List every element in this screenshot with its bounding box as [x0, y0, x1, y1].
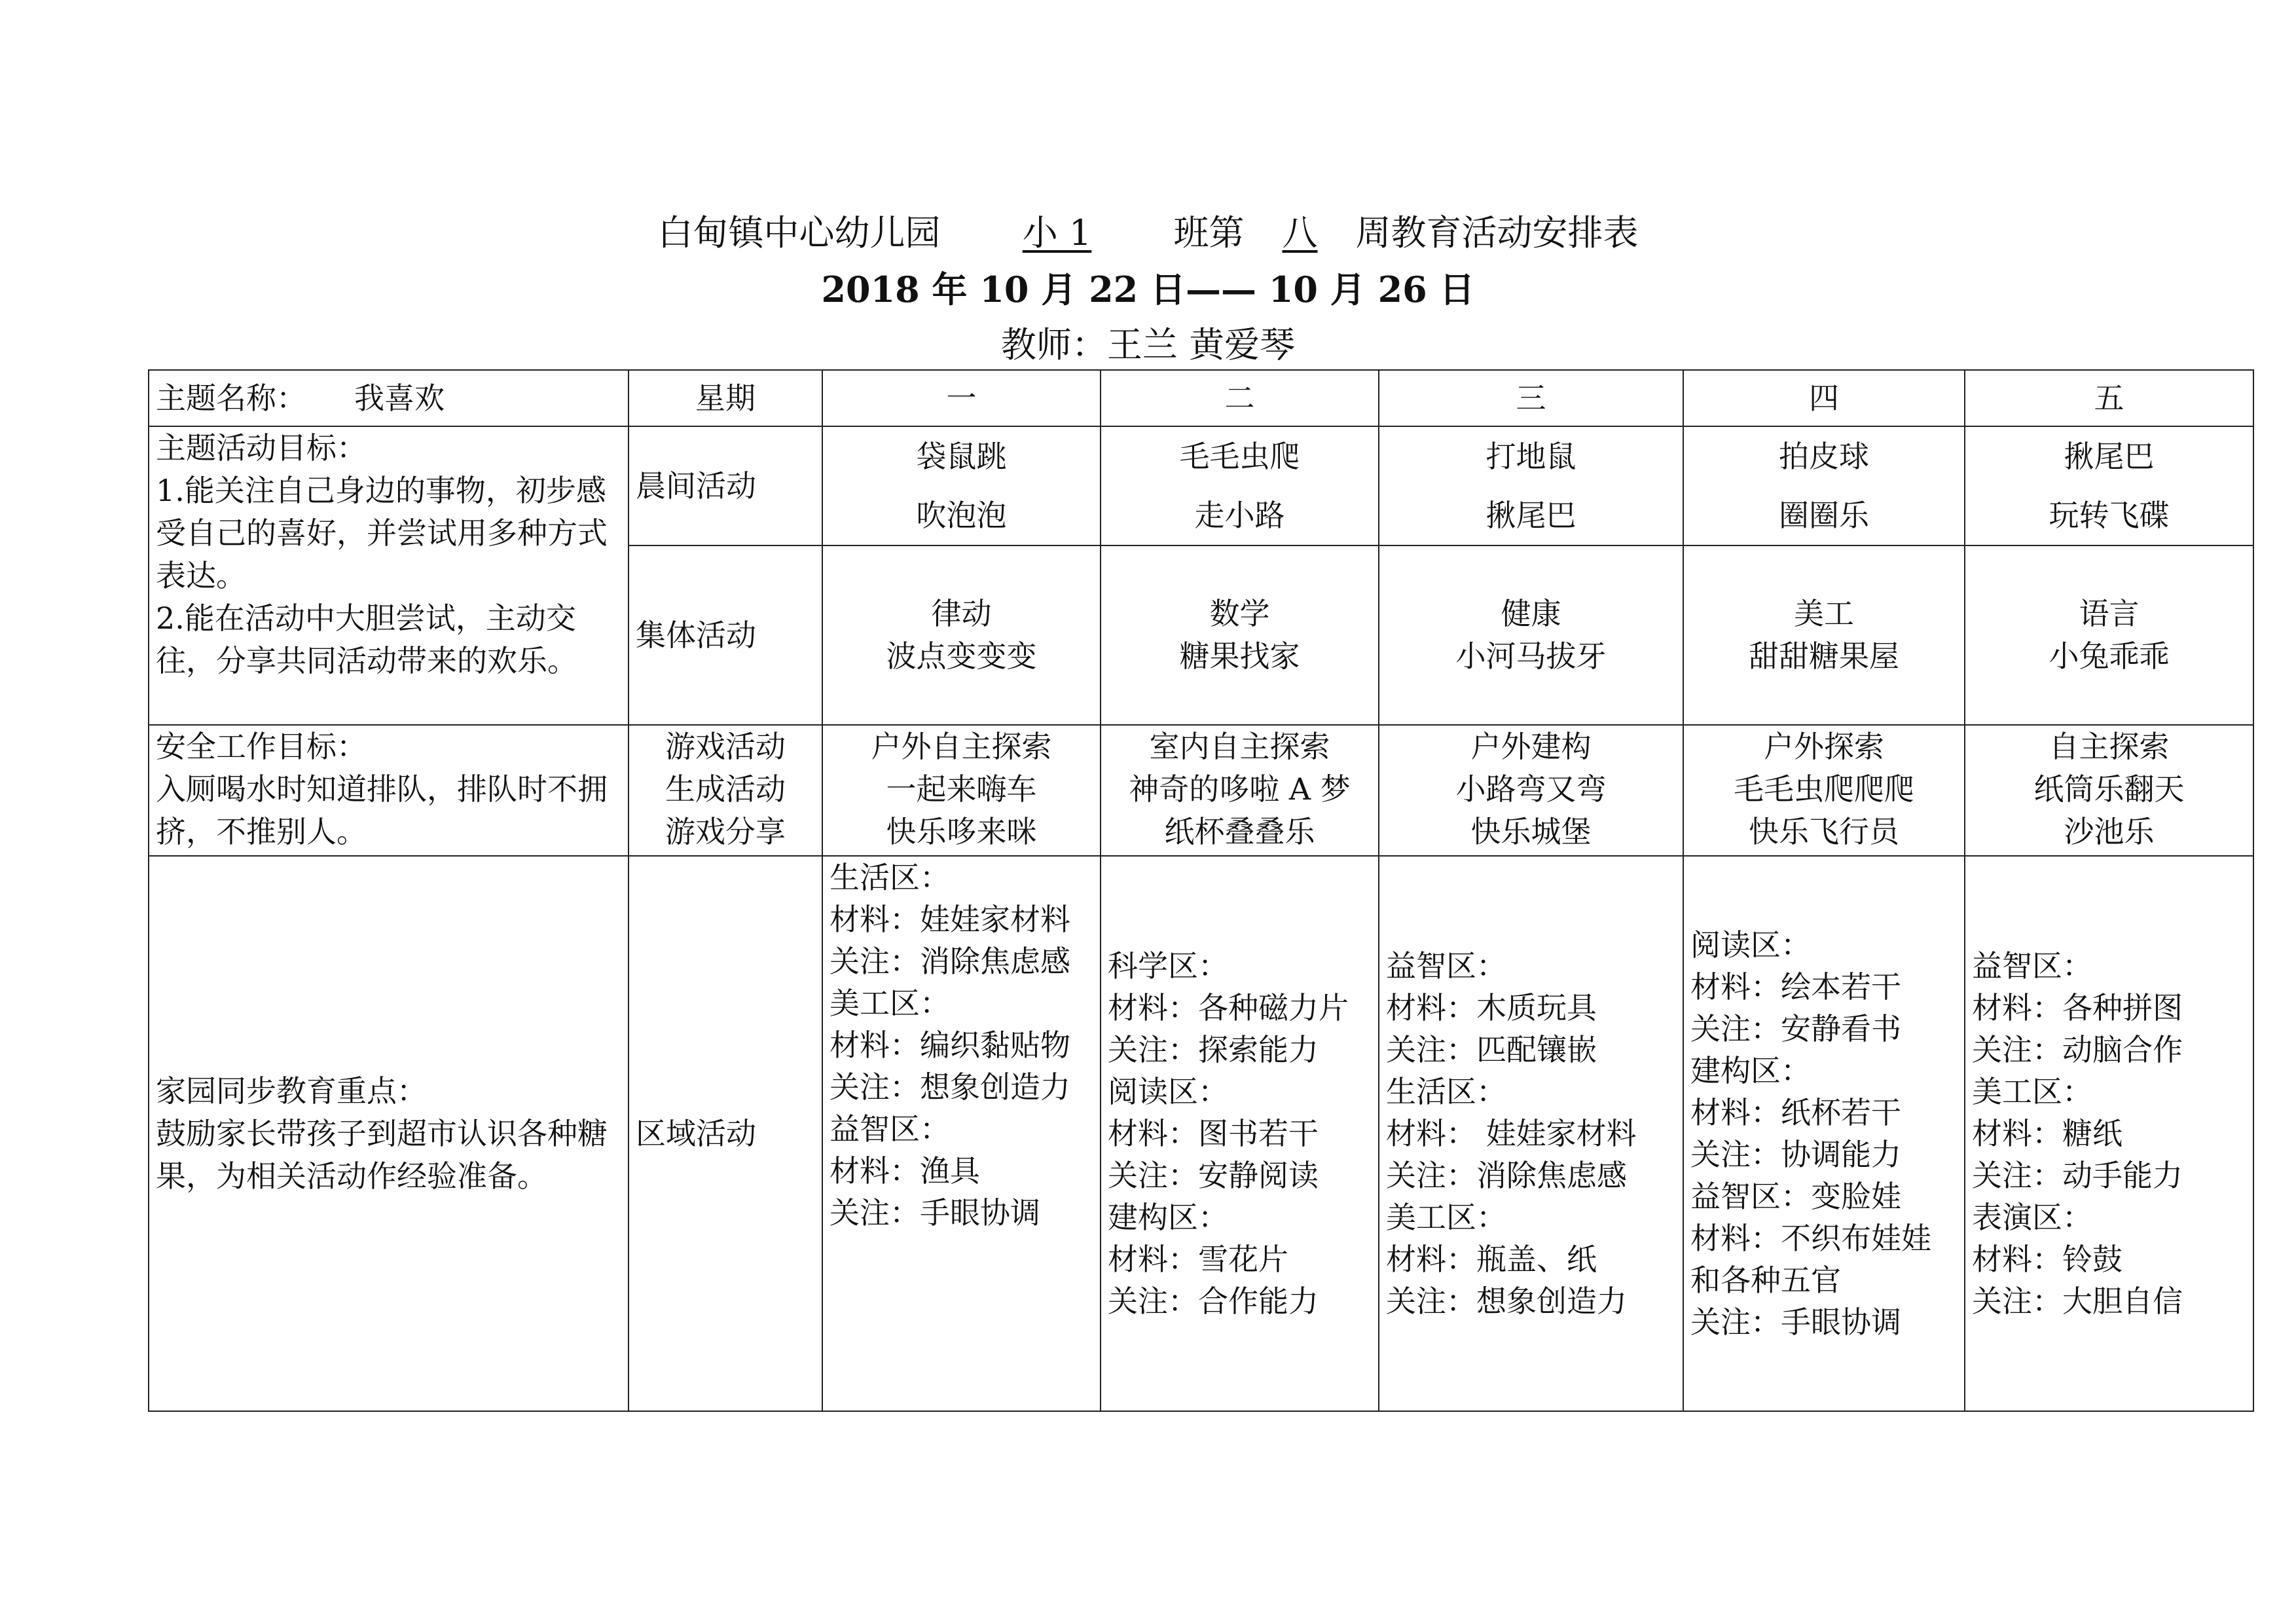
area-label: 区域活动 [629, 856, 822, 1411]
home-focus: 家园同步教育重点： 鼓励家长带孩子到超市认识各种糖果，为相关活动作经验准备。 [149, 856, 629, 1411]
subject: 语言 [2079, 596, 2140, 631]
activity: 糖果找家 [1179, 638, 1300, 674]
theme-goals: 主题活动目标： 1.能关注自己身边的事物，初步感受自己的喜好，并尝试用多种方式表达。 2.能在活动中大胆尝试，主动交往，分享共同活动带来的欢乐。 [149, 426, 629, 725]
activity: 吹泡泡 [916, 498, 1007, 533]
game-tuesday [1101, 725, 1379, 856]
morning-friday [1965, 426, 2253, 545]
area-row [149, 856, 2253, 1411]
area-thursday: 阅读区： 材料：绘本若干 关注：安静看书 建构区： 材料：纸杯若干 关注：协调能力 益智区：变脸娃 材料：不织布娃娃和各种五官 关注：手眼协调 [1683, 856, 1965, 1411]
group-wednesday [1379, 545, 1683, 725]
area-wednesday: 益智区： 材料：木质玩具 关注：匹配镶嵌 生活区： 材料： 娃娃家材料 关注：消除焦虑感 美工区： 材料：瓶盖、纸 关注：想象创造力 [1379, 856, 1683, 1411]
title-prefix: 白甸镇中心幼儿园 [657, 212, 941, 253]
morning-thursday [1683, 426, 1965, 545]
activity: 揪尾巴 [1485, 498, 1576, 533]
activity: 小路弯又弯 [1455, 771, 1607, 807]
day-wednesday: 三 [1379, 370, 1683, 426]
weekday-header: 星期 [629, 370, 822, 426]
title-mid: 班第 [1173, 212, 1245, 253]
activity: 一起来嗨车 [886, 771, 1037, 807]
activity: 揪尾巴 [2064, 439, 2155, 474]
game-thursday [1683, 725, 1965, 856]
teachers: 教师：王兰 黄爱琴 [1000, 324, 1296, 365]
theme-name-cell [149, 370, 629, 426]
activity: 走小路 [1194, 498, 1285, 533]
activity: 小河马拔牙 [1455, 638, 1607, 674]
date-range: 2018 年 10 月 22 日—— 10 月 26 日 [821, 268, 1475, 310]
activity: 拍皮球 [1779, 439, 1869, 474]
week-number: 八 [1282, 212, 1318, 253]
activity: 毛毛虫爬 [1179, 439, 1300, 474]
safety-goals: 安全工作目标： 入厕喝水时知道排队，排队时不拥挤，不推别人。 [149, 725, 629, 856]
activity: 打地鼠 [1485, 439, 1576, 474]
activity: 纸筒乐翻天 [2033, 771, 2185, 807]
morning-row [149, 426, 2253, 545]
activity: 圈圈乐 [1779, 498, 1869, 533]
activity: 户外探索 [1764, 729, 1884, 764]
area-friday: 益智区： 材料：各种拼图 关注：动脑合作 美工区： 材料：糖纸 关注：动手能力 表演区： 材料：铃鼓 关注：大胆自信 [1965, 856, 2253, 1411]
morning-wednesday [1379, 426, 1683, 545]
group-label: 集体活动 [629, 545, 822, 725]
day-thursday: 四 [1683, 370, 1965, 426]
day-tuesday: 二 [1101, 370, 1379, 426]
game-wednesday [1379, 725, 1683, 856]
activity: 波点变变变 [886, 638, 1037, 674]
activity: 户外自主探索 [871, 729, 1052, 764]
activity: 户外建构 [1470, 729, 1592, 764]
activity: 沙池乐 [2064, 814, 2155, 849]
day-monday: 一 [822, 370, 1101, 426]
area-tuesday: 科学区： 材料：各种磁力片 关注：探索能力 阅读区： 材料：图书若干 关注：安静阅读 建构区： 材料：雪花片 关注：合作能力 [1101, 856, 1379, 1411]
activity: 神奇的哆啦 A 梦 [1129, 771, 1351, 807]
group-monday [822, 545, 1101, 725]
activity: 袋鼠跳 [916, 439, 1007, 474]
day-friday: 五 [1965, 370, 2253, 426]
title-suffix: 周教育活动安排表 [1355, 212, 1639, 253]
morning-label: 晨间活动 [629, 426, 822, 545]
group-tuesday [1101, 545, 1379, 725]
group-thursday [1683, 545, 1965, 725]
activity: 玩转飞碟 [2049, 498, 2170, 533]
game-label: 游戏活动 生成活动 游戏分享 [629, 725, 822, 856]
game-row [149, 725, 2253, 856]
subject: 数学 [1209, 596, 1270, 631]
morning-tuesday [1101, 426, 1379, 545]
subject: 美工 [1794, 596, 1854, 631]
game-monday [822, 725, 1101, 856]
activity: 自主探索 [2049, 729, 2170, 764]
group-friday [1965, 545, 2253, 725]
area-monday: 生活区： 材料：娃娃家材料 关注：消除焦虑感 美工区： 材料：编织黏贴物 关注：想象创造力 益智区： 材料：渔具 关注：手眼协调 [822, 856, 1101, 1411]
class-name: 小 1 [1022, 212, 1092, 253]
activity: 快乐哆来咪 [886, 814, 1037, 849]
schedule-table [148, 369, 2254, 1412]
subject: 律动 [931, 596, 992, 631]
activity: 快乐飞行员 [1749, 814, 1899, 849]
page-title [0, 208, 2296, 258]
morning-monday [822, 426, 1101, 545]
activity: 甜甜糖果屋 [1749, 638, 1899, 674]
header-row [149, 370, 2253, 426]
game-friday [1965, 725, 2253, 856]
activity: 室内自主探索 [1149, 729, 1330, 764]
activity: 纸杯叠叠乐 [1164, 814, 1315, 849]
activity: 快乐城堡 [1470, 814, 1592, 849]
theme-name: 主题名称： 我喜欢 [156, 380, 445, 416]
activity: 毛毛虫爬爬爬 [1734, 771, 1914, 807]
subject: 健康 [1501, 596, 1561, 631]
activity: 小兔乖乖 [2049, 638, 2170, 674]
